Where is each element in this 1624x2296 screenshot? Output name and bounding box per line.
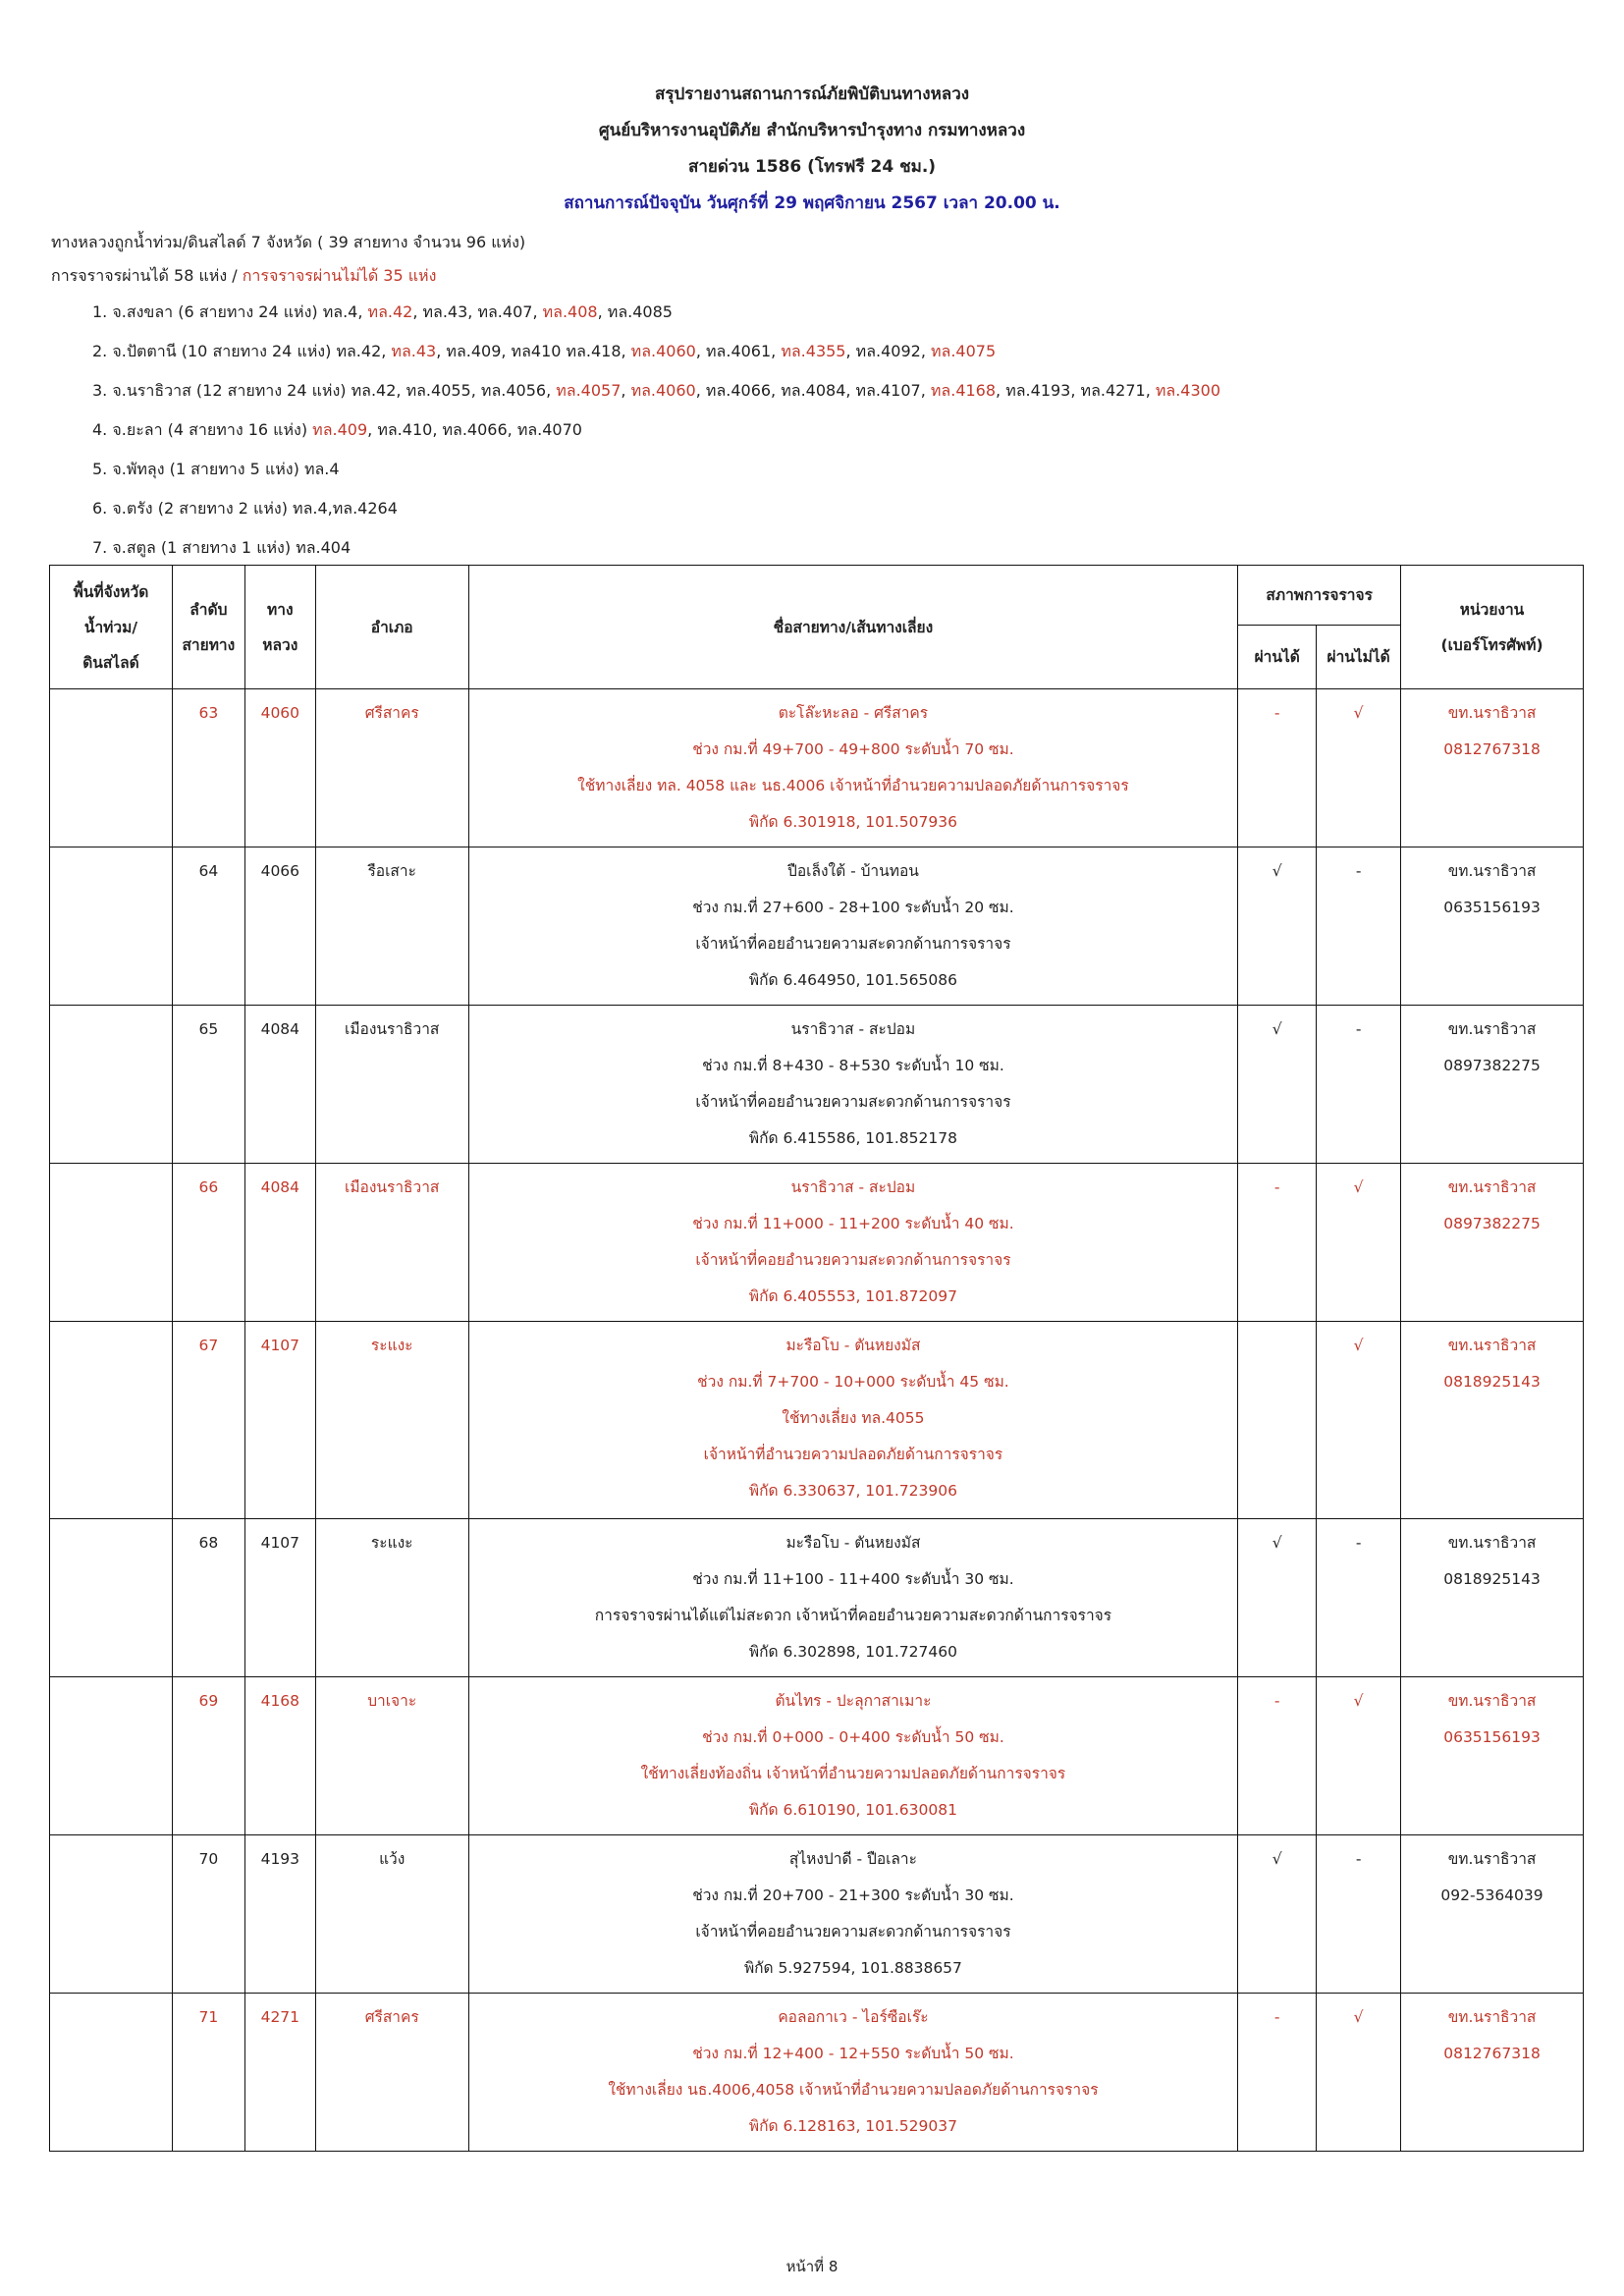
route-code: ทล.4107 (855, 381, 921, 400)
unit-phone: 0897382275 (1443, 1057, 1541, 1074)
header-traffic: สภาพการจราจร (1238, 566, 1401, 626)
area-cell (50, 1322, 173, 1519)
unit-phone: 092-5364039 (1440, 1886, 1543, 1904)
route-line: พิกัด 6.415586, 101.852178 (748, 1129, 957, 1147)
unit-phone: 0635156193 (1443, 1728, 1541, 1746)
route-code: ทล.43 (391, 342, 437, 360)
pass-cell: - (1238, 1164, 1317, 1322)
area-cell (50, 689, 173, 847)
route-cell (468, 1164, 1238, 1322)
area-cell (50, 1164, 173, 1322)
province-label: 6. จ.ตรัง (2 สายทาง 2 แห่ง) (92, 499, 294, 518)
nopass-cell: - (1317, 847, 1401, 1006)
seq-cell: 66 (172, 1164, 244, 1322)
route-code: ทล.4168 (930, 381, 997, 400)
nopass-cell: √ (1317, 1322, 1401, 1519)
seq-cell: 71 (172, 1994, 244, 2152)
route-line: มะรือโบ - ตันหยงมัส (785, 1534, 921, 1552)
route-code: ทล.4057 (556, 381, 622, 400)
route-code: ทล.410 (377, 420, 433, 439)
route-line: ปือเล็งใต้ - บ้านทอน (787, 862, 919, 880)
route-code: ทล410 ทล.418 (511, 342, 622, 360)
route-line: นราธิวาส - สะปอม (790, 1178, 916, 1196)
route-cell (468, 1006, 1238, 1164)
header-route: ชื่อสายทาง/เส้นทางเลี่ยง (468, 566, 1238, 689)
route-line: ช่วง กม.ที่ 7+700 - 10+000 ระดับน้ำ 45 ซม. (697, 1373, 1009, 1391)
province-label: 7. จ.สตูล (1 สายทาง 1 แห่ง) (92, 538, 297, 557)
area-cell (50, 1519, 173, 1677)
district-cell: เมืองนราธิวาส (315, 1164, 468, 1322)
route-line: สุไหงปาดี - ปือเลาะ (788, 1850, 917, 1868)
route-line: เจ้าหน้าที่คอยอำนวยความสะดวกด้านการจราจร (695, 1923, 1011, 1941)
impassable-count: การจราจรผ่านไม่ได้ 35 แห่ง (242, 266, 437, 285)
route-code: ทล.4092 (855, 342, 921, 360)
route-code: ทล.404 (296, 538, 352, 557)
route-cell (468, 1519, 1238, 1677)
route-code: ทล.4 (303, 460, 340, 478)
district-cell: ระแงะ (315, 1322, 468, 1519)
route-line: ช่วง กม.ที่ 49+700 - 49+800 ระดับน้ำ 70 ซม. (692, 740, 1014, 758)
route-line: พิกัด 6.610190, 101.630081 (748, 1801, 957, 1819)
district-cell: รือเสาะ (315, 847, 468, 1006)
pass-cell: - (1238, 689, 1317, 847)
header-district: อำเภอ (315, 566, 468, 689)
route-line: พิกัด 6.302898, 101.727460 (748, 1643, 957, 1661)
passable-count: การจราจรผ่านได้ 58 แห่ง (51, 266, 228, 285)
route-line: ต้นไทร - ปะลุกาสาเมาะ (775, 1692, 932, 1710)
pass-cell: - (1238, 1677, 1317, 1835)
route-line: ช่วง กม.ที่ 8+430 - 8+530 ระดับน้ำ 10 ซม. (702, 1057, 1004, 1074)
status-separator: / (227, 266, 243, 285)
header-seq-line1: ลำดับ (189, 600, 228, 619)
table-row (50, 1519, 1584, 1677)
unit-phone: 0818925143 (1443, 1570, 1541, 1588)
unit-cell (1401, 1835, 1584, 1994)
route-line: ใช้ทางเลี่ยงท้องถิ่น เจ้าหน้าที่อำนวยความปลอดภัยด้านการจราจร (640, 1765, 1066, 1782)
unit-phone: 0897382275 (1443, 1215, 1541, 1232)
route-code: ทล.42 (367, 302, 413, 321)
area-cell (50, 1994, 173, 2152)
highway-cell: 4107 (244, 1519, 315, 1677)
header-highway (244, 566, 315, 689)
route-code: ทล.4060 (630, 381, 696, 400)
header-unit-line1: หน่วยงาน (1459, 600, 1525, 619)
table-row (50, 1322, 1584, 1519)
unit-cell (1401, 1322, 1584, 1519)
pass-cell: - (1238, 1994, 1317, 2152)
province-label: 2. จ.ปัตตานี (10 สายทาง 24 แห่ง) (92, 342, 337, 360)
table-row (50, 1677, 1584, 1835)
pass-cell (1238, 1322, 1317, 1519)
route-line: ช่วง กม.ที่ 27+600 - 28+100 ระดับน้ำ 20 ซม. (692, 899, 1014, 916)
route-line: ช่วง กม.ที่ 12+400 - 12+550 ระดับน้ำ 50 ซม. (692, 2045, 1014, 2062)
route-code: ทล.409 (312, 420, 368, 439)
unit-cell (1401, 1519, 1584, 1677)
district-cell: บาเจาะ (315, 1677, 468, 1835)
province-item (51, 528, 1220, 568)
province-item (51, 489, 1220, 528)
seq-cell: 67 (172, 1322, 244, 1519)
unit-cell (1401, 689, 1584, 847)
route-line: เจ้าหน้าที่คอยอำนวยความสะดวกด้านการจราจร (695, 935, 1011, 953)
route-cell (468, 1994, 1238, 2152)
highway-cell: 4060 (244, 689, 315, 847)
route-code: ทล.42 (336, 342, 382, 360)
route-code: ทล.4066 (705, 381, 772, 400)
pass-cell: √ (1238, 1006, 1317, 1164)
route-line: ช่วง กม.ที่ 11+100 - 11+400 ระดับน้ำ 30 ซม. (692, 1570, 1014, 1588)
route-cell (468, 689, 1238, 847)
summary (51, 226, 1220, 568)
unit-phone: 0812767318 (1443, 2045, 1541, 2062)
seq-cell: 64 (172, 847, 244, 1006)
route-code: ทล.4055 (406, 381, 471, 400)
route-cell (468, 1835, 1238, 1994)
province-label: 4. จ.ยะลา (4 สายทาง 16 แห่ง) (92, 420, 313, 439)
route-line: ช่วง กม.ที่ 0+000 - 0+400 ระดับน้ำ 50 ซม. (702, 1728, 1004, 1746)
summary-total: ทางหลวงถูกน้ำท่วม/ดินสไลด์ 7 จังหวัด ( 39 สายทาง จำนวน 96 แห่ง) (51, 233, 526, 251)
highway-cell: 4107 (244, 1322, 315, 1519)
unit-cell (1401, 1677, 1584, 1835)
route-line: พิกัด 5.927594, 101.8838657 (743, 1959, 962, 1977)
province-label: 1. จ.สงขลา (6 สายทาง 24 แห่ง) (92, 302, 323, 321)
district-cell: เมืองนราธิวาส (315, 1006, 468, 1164)
header-unit-line2: (เบอร์โทรศัพท์) (1440, 635, 1543, 654)
unit-name: ขท.นราธิวาส (1447, 1178, 1537, 1196)
table-header-row (50, 566, 1584, 626)
highway-cell: 4084 (244, 1006, 315, 1164)
area-cell (50, 1835, 173, 1994)
nopass-cell: √ (1317, 1164, 1401, 1322)
route-code: ทล.4061 (706, 342, 772, 360)
header-nopass: ผ่านไม่ได้ (1317, 626, 1401, 689)
route-line: ใช้ทางเลี่ยง ทล.4055 (782, 1409, 925, 1427)
unit-name: ขท.นราธิวาส (1447, 862, 1537, 880)
nopass-cell: √ (1317, 689, 1401, 847)
route-line: ช่วง กม.ที่ 20+700 - 21+300 ระดับน้ำ 30 ซม. (692, 1886, 1014, 1904)
route-line: คอลอกาเว - ไอร์ซือเร๊ะ (778, 2008, 929, 2026)
header-area-line3: ดินสไลด์ (82, 653, 139, 672)
route-code: ทล.4300 (1155, 381, 1221, 400)
route-line: พิกัด 6.405553, 101.872097 (748, 1287, 957, 1305)
route-line: พิกัด 6.128163, 101.529037 (748, 2117, 957, 2135)
highway-cell: 4084 (244, 1164, 315, 1322)
route-cell (468, 1677, 1238, 1835)
seq-cell: 65 (172, 1006, 244, 1164)
route-code: ทล.4060 (630, 342, 696, 360)
unit-name: ขท.นราธิวาส (1447, 1850, 1537, 1868)
route-code: ทล.407 (477, 302, 533, 321)
highway-cell: 4066 (244, 847, 315, 1006)
unit-name: ขท.นราธิวาส (1447, 2008, 1537, 2026)
pass-cell: √ (1238, 1835, 1317, 1994)
pass-cell: √ (1238, 1519, 1317, 1677)
route-line: ใช้ทางเลี่ยง ทล. 4058 และ นธ.4006 เจ้าหน้าที่อำนวยความปลอดภัยด้านการจราจร (577, 777, 1129, 794)
unit-name: ขท.นราธิวาส (1447, 704, 1537, 722)
nopass-cell: √ (1317, 1994, 1401, 2152)
header-area-line1: พื้นที่จังหวัด (73, 582, 149, 601)
route-line: ช่วง กม.ที่ 11+000 - 11+200 ระดับน้ำ 40 ซม. (692, 1215, 1014, 1232)
route-code: ทล.408 (542, 302, 598, 321)
route-line: พิกัด 6.330637, 101.723906 (748, 1482, 957, 1500)
route-cell (468, 847, 1238, 1006)
route-code: ทล.4 (322, 302, 358, 321)
header-seq (172, 566, 244, 689)
province-item: 2. จ.ปัตตานี (10 สายทาง 24 แห่ง) ทล.42, ทล.43, ทล.409, ทล410 ทล.418, ทล.4060, ทล.4061, ทล.4355, ทล.4092, ทล.4075 (92, 342, 997, 360)
table-row (50, 1835, 1584, 1994)
route-code: ทล.4056 (480, 381, 547, 400)
seq-cell: 69 (172, 1677, 244, 1835)
unit-phone: 0818925143 (1443, 1373, 1541, 1391)
pass-cell: √ (1238, 847, 1317, 1006)
report-title: สรุปรายงานสถานการณ์ภัยพิบัติบนทางหลวง (654, 84, 970, 104)
route-cell (468, 1322, 1238, 1519)
route-line: เจ้าหน้าที่อำนวยความปลอดภัยด้านการจราจร (703, 1446, 1003, 1463)
header-hwy-line2: หลวง (262, 635, 298, 654)
province-list (51, 293, 1220, 568)
header-area-line2: น้ำท่วม/ (83, 618, 137, 636)
route-line: ใช้ทางเลี่ยง นธ.4006,4058 เจ้าหน้าที่อำนวยความปลอดภัยด้านการจราจร (608, 2081, 1099, 2099)
route-code: ทล.4084 (781, 381, 846, 400)
table-row (50, 1164, 1584, 1322)
table-row (50, 847, 1584, 1006)
hotline: สายด่วน 1586 (โทรฟรี 24 ชม.) (687, 157, 937, 177)
nopass-cell: - (1317, 1006, 1401, 1164)
route-code: ทล.4271 (1080, 381, 1146, 400)
province-label: 3. จ.นราธิวาส (12 สายทาง 24 แห่ง) (92, 381, 352, 400)
route-code: ทล.409 (446, 342, 502, 360)
unit-name: ขท.นราธิวาส (1447, 1692, 1537, 1710)
route-code: ทล.43 (422, 302, 468, 321)
route-line: เจ้าหน้าที่คอยอำนวยความสะดวกด้านการจราจร (695, 1251, 1011, 1269)
header-hwy-line1: ทาง (267, 600, 294, 619)
district-cell: ระแงะ (315, 1519, 468, 1677)
route-line: การจราจรผ่านได้แต่ไม่สะดวก เจ้าหน้าที่คอยอำนวยความสะดวกด้านการจราจร (594, 1607, 1112, 1624)
header-pass: ผ่านได้ (1238, 626, 1317, 689)
route-line: เจ้าหน้าที่คอยอำนวยความสะดวกด้านการจราจร (695, 1093, 1011, 1111)
route-code: ทล.4,ทล.4264 (293, 499, 398, 518)
route-line: นราธิวาส - สะปอม (790, 1020, 916, 1038)
table-body (50, 689, 1584, 2152)
header-seq-line2: สายทาง (182, 635, 236, 654)
route-line: ตะโล๊ะหะลอ - ศรีสาคร (778, 704, 929, 722)
page-number: หน้าที่ 8 (785, 2258, 839, 2275)
seq-cell: 70 (172, 1835, 244, 1994)
header-unit (1401, 566, 1584, 689)
area-cell (50, 1677, 173, 1835)
unit-name: ขท.นราธิวาส (1447, 1020, 1537, 1038)
route-line: พิกัด 6.301918, 101.507936 (748, 813, 957, 831)
unit-cell (1401, 1006, 1584, 1164)
report-header (0, 77, 1624, 222)
area-cell (50, 847, 173, 1006)
unit-name: ขท.นราธิวาส (1447, 1337, 1537, 1354)
highway-cell: 4193 (244, 1835, 315, 1994)
route-line: มะรือโบ - ตันหยงมัส (785, 1337, 921, 1354)
header-area (50, 566, 173, 689)
route-code: ทล.4070 (516, 420, 582, 439)
report-datetime: สถานการณ์ปัจจุบัน วันศุกร์ที่ 29 พฤศจิกายน 2567 เวลา 20.00 น. (564, 193, 1060, 213)
province-label: 5. จ.พัทลุง (1 สายทาง 5 แห่ง) (92, 460, 304, 478)
district-cell: ศรีสาคร (315, 1994, 468, 2152)
unit-phone: 0812767318 (1443, 740, 1541, 758)
route-code: ทล.4355 (781, 342, 846, 360)
highway-cell: 4168 (244, 1677, 315, 1835)
district-cell: แว้ง (315, 1835, 468, 1994)
district-cell: ศรีสาคร (315, 689, 468, 847)
nopass-cell: √ (1317, 1677, 1401, 1835)
unit-cell (1401, 1164, 1584, 1322)
flood-status-table (49, 565, 1584, 2152)
nopass-cell: - (1317, 1519, 1401, 1677)
seq-cell: 68 (172, 1519, 244, 1677)
table-row (50, 689, 1584, 847)
table-row (50, 1006, 1584, 1164)
province-item: 1. จ.สงขลา (6 สายทาง 24 แห่ง) ทล.4, ทล.42, ทล.43, ทล.407, ทล.408, ทล.4085 (92, 302, 673, 321)
route-code: ทล.4193 (1005, 381, 1071, 400)
province-item: 4. จ.ยะลา (4 สายทาง 16 แห่ง) ทล.409, ทล.410, ทล.4066, ทล.4070 (92, 420, 582, 439)
route-code: ทล.4066 (442, 420, 508, 439)
area-cell (50, 1006, 173, 1164)
unit-name: ขท.นราธิวาส (1447, 1534, 1537, 1552)
route-code: ทล.4085 (607, 302, 673, 321)
summary-traffic-status (51, 259, 1220, 293)
route-line: พิกัด 6.464950, 101.565086 (748, 971, 957, 989)
highway-cell: 4271 (244, 1994, 315, 2152)
province-item: 3. จ.นราธิวาส (12 สายทาง 24 แห่ง) ทล.42, ทล.4055, ทล.4056, ทล.4057, ทล.4060, ทล.4066, ทล.4084, ทล.4107, ทล.4168, ทล.4193, ทล.4271, ทล.4300 (92, 381, 1221, 400)
nopass-cell: - (1317, 1835, 1401, 1994)
province-item (51, 450, 1220, 489)
table-row (50, 1994, 1584, 2152)
seq-cell: 63 (172, 689, 244, 847)
report-agency: ศูนย์บริหารงานอุบัติภัย สำนักบริหารบำรุงทาง กรมทางหลวง (598, 121, 1026, 140)
unit-cell (1401, 1994, 1584, 2152)
unit-phone: 0635156193 (1443, 899, 1541, 916)
route-code: ทล.4075 (930, 342, 997, 360)
route-code: ทล.42 (351, 381, 397, 400)
unit-cell (1401, 847, 1584, 1006)
